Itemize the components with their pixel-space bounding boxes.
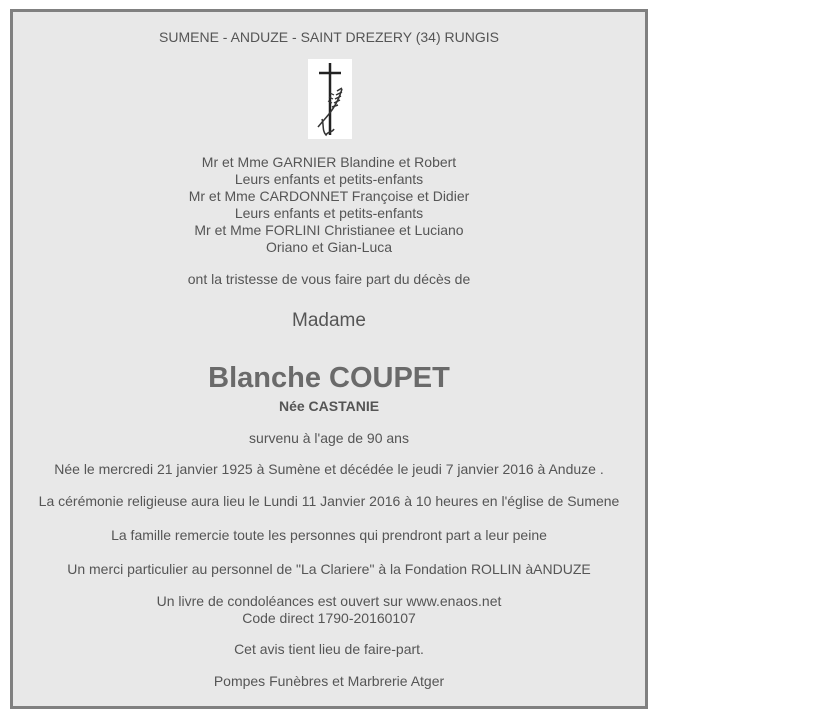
family-line-2: Leurs enfants et petits-enfants [234, 171, 424, 187]
notice-line: Cet avis tient lieu de faire-part. [234, 641, 424, 657]
age-line: survenu à l'age de 90 ans [249, 430, 409, 446]
header-towns: SUMENE - ANDUZE - SAINT DREZERY (34) RUNGIS [159, 29, 499, 45]
funeral-home: Pompes Funèbres et Marbrerie Atger [213, 673, 445, 689]
obituary-card [10, 9, 648, 709]
family-line-3: Mr et Mme CARDONNET Françoise et Didier [188, 188, 470, 204]
thanks-line: La famille remercie toute les personnes qui prendront part a leur peine [111, 527, 547, 543]
special-thanks-line: Un merci particulier au personnel de "La Clariere" à la Fondation ROLLIN àANDUZE [67, 561, 591, 577]
title-madame: Madame [292, 310, 366, 331]
condolences-code: Code direct 1790-20160107 [242, 610, 416, 626]
condolences-line-1: Un livre de condoléances est ouvert sur www.enaos.net [156, 593, 502, 609]
family-line-1: Mr et Mme GARNIER Blandine et Robert [201, 154, 457, 170]
family-line-6: Oriano et Gian-Luca [265, 239, 393, 255]
family-line-4: Leurs enfants et petits-enfants [234, 205, 424, 221]
dates-line: Née le mercredi 21 janvier 1925 à Sumène et décédée le jeudi 7 janvier 2016 à Anduze . [54, 461, 604, 477]
deceased-name: Blanche COUPET [208, 362, 450, 394]
announcement: ont la tristesse de vous faire part du décès de [187, 271, 471, 287]
ceremony-line: La cérémonie religieuse aura lieu le Lundi 11 Janvier 2016 à 10 heures en l'église de Sumene [38, 493, 620, 509]
family-line-5: Mr et Mme FORLINI Christianee et Luciano [194, 222, 464, 238]
cross-wheat-icon [308, 59, 352, 139]
maiden-name: Née CASTANIE [278, 398, 380, 414]
